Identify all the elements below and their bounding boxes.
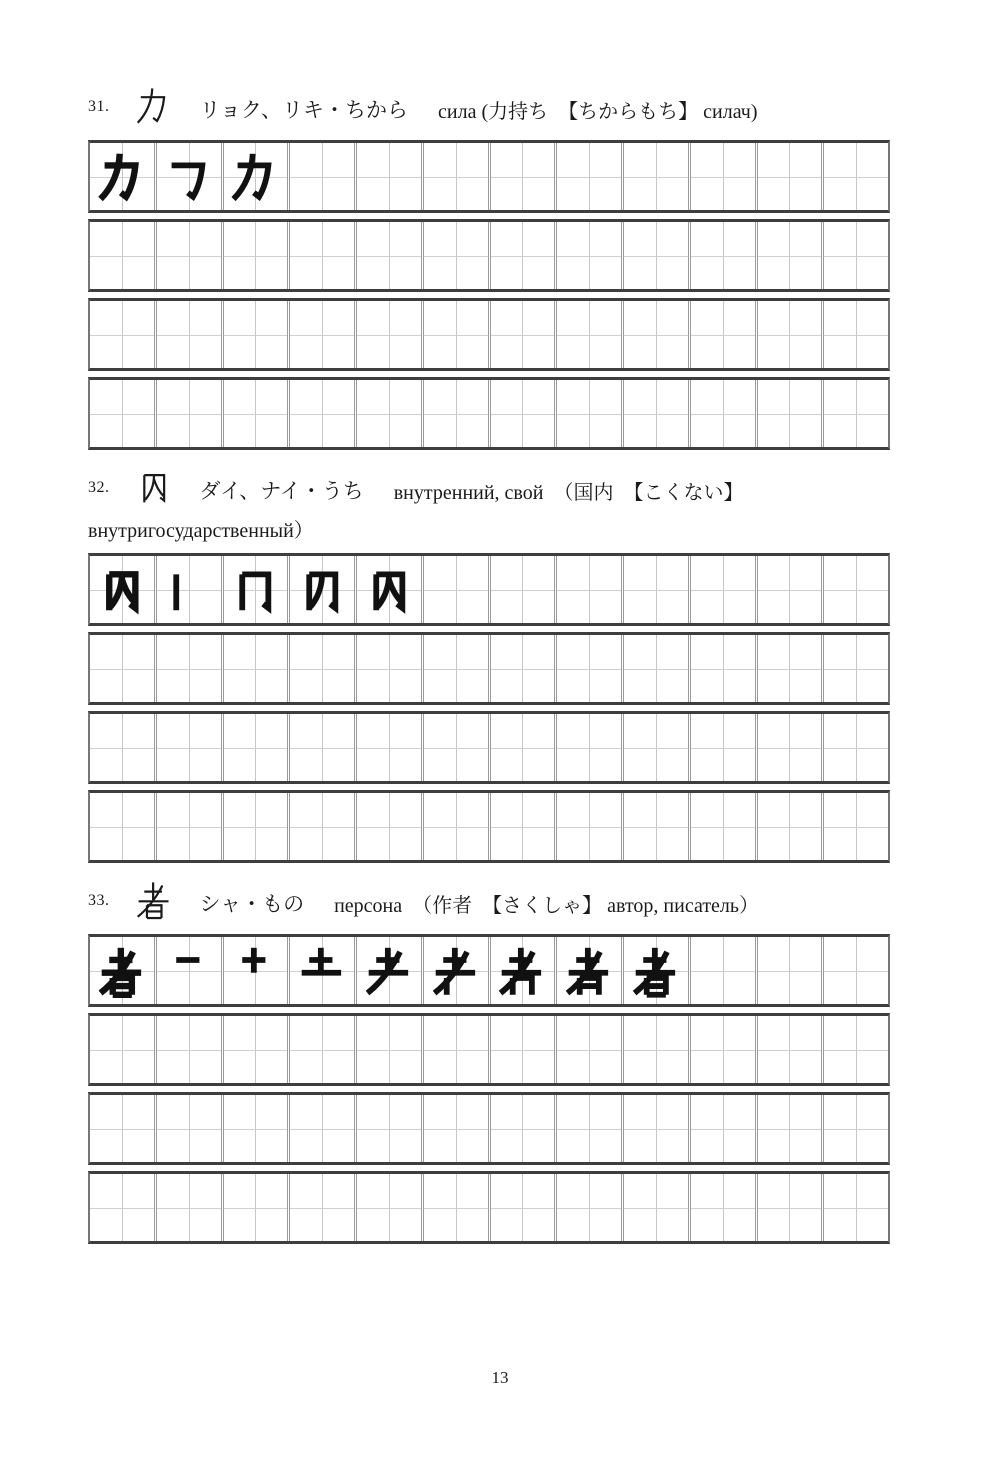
practice-cell — [758, 635, 825, 702]
stroke-order-svg — [293, 560, 351, 620]
practice-cell — [157, 635, 224, 702]
stroke-order-svg — [160, 560, 218, 620]
stroke-order-svg — [226, 941, 284, 1001]
practice-cell — [357, 635, 424, 702]
header-kanji-svg — [132, 878, 176, 922]
practice-cell — [491, 1174, 558, 1241]
practice-cell — [157, 714, 224, 781]
practice-cell — [157, 301, 224, 368]
practice-cell — [758, 556, 825, 623]
practice-cell — [90, 1016, 157, 1083]
kanji-entry-32 — [88, 465, 890, 863]
practice-cell — [691, 1174, 758, 1241]
practice-cell — [691, 380, 758, 447]
practice-cell — [90, 1095, 157, 1162]
practice-cell — [90, 222, 157, 289]
grid-row — [88, 553, 890, 626]
grid-row — [88, 1092, 890, 1165]
grid-row — [88, 1013, 890, 1086]
practice-cell — [557, 143, 624, 210]
grid-row — [88, 377, 890, 450]
practice-cell — [491, 380, 558, 447]
stroke-order-svg — [160, 147, 218, 207]
practice-cell — [224, 1174, 291, 1241]
practice-cell — [491, 635, 558, 702]
practice-cell — [424, 301, 491, 368]
practice-cell — [157, 1095, 224, 1162]
practice-cell — [624, 1174, 691, 1241]
practice-cell — [424, 635, 491, 702]
stroke-order-svg — [493, 941, 551, 1001]
example-cell — [624, 937, 691, 1004]
entry-number: 33. — [88, 892, 110, 909]
practice-cell — [290, 143, 357, 210]
stroke-order-svg — [360, 941, 418, 1001]
grid-row — [88, 219, 890, 292]
practice-cell — [624, 793, 691, 860]
example-cell — [157, 556, 224, 623]
practice-cell — [557, 222, 624, 289]
practice-cell — [157, 793, 224, 860]
stroke-order-svg — [360, 560, 418, 620]
practice-cell — [491, 714, 558, 781]
practice-cell — [624, 380, 691, 447]
example-cell — [157, 143, 224, 210]
practice-cell — [424, 556, 491, 623]
practice-cell — [424, 143, 491, 210]
practice-cell — [557, 380, 624, 447]
practice-cell — [758, 1016, 825, 1083]
practice-cell — [157, 380, 224, 447]
stroke-order-svg — [293, 941, 351, 1001]
practice-cell — [424, 1095, 491, 1162]
practice-cell — [624, 635, 691, 702]
stroke-order-svg — [427, 941, 485, 1001]
example-cell — [90, 937, 157, 1004]
practice-cell — [624, 1016, 691, 1083]
practice-cell — [824, 301, 888, 368]
grid-row — [88, 140, 890, 213]
entry-number: 32. — [88, 479, 110, 496]
grid-row — [88, 790, 890, 863]
practice-cell — [90, 1174, 157, 1241]
practice-cell — [290, 793, 357, 860]
practice-cell — [357, 143, 424, 210]
practice-cell — [758, 1174, 825, 1241]
practice-cell — [824, 1016, 888, 1083]
practice-cell — [624, 301, 691, 368]
practice-cell — [290, 301, 357, 368]
header-kanji-svg — [132, 465, 176, 509]
practice-cell — [290, 714, 357, 781]
practice-cell — [290, 380, 357, 447]
practice-cell — [691, 937, 758, 1004]
entry-reading: リョク、リキ・ちから — [199, 98, 409, 122]
entry-header — [88, 84, 890, 131]
practice-cell — [691, 301, 758, 368]
practice-cell — [824, 380, 888, 447]
practice-cell — [557, 1174, 624, 1241]
example-cell — [290, 937, 357, 1004]
practice-cell — [758, 1095, 825, 1162]
grid-row — [88, 934, 890, 1007]
practice-cell — [491, 1095, 558, 1162]
stroke-order-svg — [627, 941, 685, 1001]
stroke-order-svg — [93, 941, 151, 1001]
practice-cell — [90, 380, 157, 447]
practice-cell — [290, 222, 357, 289]
practice-cell — [557, 714, 624, 781]
stroke-order-svg — [160, 941, 218, 1001]
practice-cell — [691, 793, 758, 860]
practice-cell — [691, 556, 758, 623]
practice-cell — [557, 556, 624, 623]
practice-cell — [624, 556, 691, 623]
entry-header — [88, 878, 890, 925]
grid-row — [88, 298, 890, 371]
page-content — [88, 0, 890, 1244]
entry-meaning: персона （作者 【さくしゃ】 автор, писатель） — [334, 895, 760, 917]
example-cell — [157, 937, 224, 1004]
practice-cell — [758, 793, 825, 860]
grid-row — [88, 711, 890, 784]
practice-cell — [491, 556, 558, 623]
practice-cell — [224, 222, 291, 289]
practice-cell — [824, 714, 888, 781]
practice-cell — [758, 143, 825, 210]
practice-cell — [824, 1174, 888, 1241]
entry-number: 31. — [88, 98, 110, 115]
practice-cell — [624, 1095, 691, 1162]
practice-cell — [224, 635, 291, 702]
practice-cell — [290, 1016, 357, 1083]
practice-cell — [557, 1016, 624, 1083]
practice-cell — [824, 937, 888, 1004]
example-cell — [224, 556, 291, 623]
practice-cell — [824, 143, 888, 210]
stroke-order-svg — [226, 560, 284, 620]
stroke-order-svg — [93, 147, 151, 207]
practice-cell — [424, 1016, 491, 1083]
grid-row — [88, 632, 890, 705]
entry-meaning-line2: внутригосударственный） — [88, 520, 314, 542]
example-cell — [290, 556, 357, 623]
entry-meaning: внутренний, свой （国内 【こくない】 — [393, 482, 744, 504]
practice-cell — [691, 143, 758, 210]
kanji-entry-31 — [88, 84, 890, 450]
practice-cell — [224, 1095, 291, 1162]
example-cell — [557, 937, 624, 1004]
practice-cell — [357, 301, 424, 368]
practice-cell — [424, 222, 491, 289]
example-cell — [357, 556, 424, 623]
practice-cell — [491, 301, 558, 368]
practice-cell — [224, 1016, 291, 1083]
example-cell — [224, 143, 291, 210]
practice-cell — [824, 635, 888, 702]
stroke-order-svg — [226, 147, 284, 207]
practice-cell — [90, 301, 157, 368]
practice-cell — [90, 793, 157, 860]
practice-cell — [157, 1016, 224, 1083]
practice-cell — [557, 635, 624, 702]
entry-kanji-glyph — [132, 465, 176, 509]
practice-cell — [491, 1016, 558, 1083]
practice-cell — [224, 380, 291, 447]
practice-grid — [88, 553, 890, 863]
practice-cell — [224, 793, 291, 860]
practice-cell — [290, 635, 357, 702]
example-cell — [90, 556, 157, 623]
example-cell — [357, 937, 424, 1004]
entry-kanji-glyph — [132, 878, 176, 922]
practice-cell — [357, 1174, 424, 1241]
practice-cell — [824, 556, 888, 623]
practice-cell — [691, 635, 758, 702]
example-cell — [491, 937, 558, 1004]
example-cell — [424, 937, 491, 1004]
practice-cell — [491, 222, 558, 289]
example-cell — [224, 937, 291, 1004]
practice-cell — [557, 1095, 624, 1162]
practice-grid — [88, 934, 890, 1244]
practice-cell — [424, 1174, 491, 1241]
practice-cell — [357, 793, 424, 860]
grid-row — [88, 1171, 890, 1244]
practice-cell — [357, 714, 424, 781]
practice-cell — [624, 222, 691, 289]
practice-cell — [758, 222, 825, 289]
practice-cell — [691, 222, 758, 289]
practice-cell — [624, 143, 691, 210]
practice-cell — [758, 301, 825, 368]
example-cell — [90, 143, 157, 210]
practice-cell — [691, 714, 758, 781]
practice-cell — [691, 1095, 758, 1162]
practice-cell — [224, 714, 291, 781]
practice-cell — [224, 301, 291, 368]
practice-cell — [824, 222, 888, 289]
practice-cell — [357, 222, 424, 289]
practice-cell — [691, 1016, 758, 1083]
page-number: 13 — [491, 1368, 509, 1387]
header-kanji-svg — [132, 84, 176, 128]
practice-cell — [824, 793, 888, 860]
practice-cell — [290, 1174, 357, 1241]
practice-cell — [90, 714, 157, 781]
stroke-order-svg — [93, 560, 151, 620]
practice-cell — [824, 1095, 888, 1162]
stroke-order-svg — [560, 941, 618, 1001]
practice-cell — [557, 301, 624, 368]
practice-cell — [357, 380, 424, 447]
entry-kanji-glyph — [132, 84, 176, 128]
practice-cell — [758, 380, 825, 447]
practice-cell — [357, 1016, 424, 1083]
entry-meaning: сила (力持ち 【ちからもち】 силач) — [438, 101, 758, 123]
practice-cell — [758, 714, 825, 781]
practice-cell — [758, 937, 825, 1004]
practice-cell — [357, 1095, 424, 1162]
practice-cell — [424, 714, 491, 781]
practice-cell — [424, 380, 491, 447]
practice-cell — [557, 793, 624, 860]
practice-cell — [624, 714, 691, 781]
kanji-entry-33 — [88, 878, 890, 1244]
entry-reading: シャ・もの — [199, 892, 305, 916]
practice-cell — [90, 635, 157, 702]
practice-cell — [157, 1174, 224, 1241]
practice-cell — [424, 793, 491, 860]
entry-header — [88, 465, 890, 512]
practice-cell — [157, 222, 224, 289]
entry-reading: ダイ、ナイ・うち — [199, 479, 364, 503]
practice-cell — [491, 143, 558, 210]
practice-grid — [88, 140, 890, 450]
practice-cell — [491, 793, 558, 860]
practice-cell — [290, 1095, 357, 1162]
